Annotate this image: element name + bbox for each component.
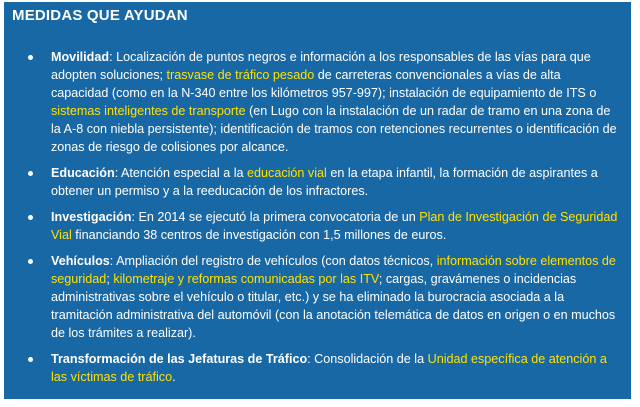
item-label: Transformación de las Jefaturas de Tráfico xyxy=(51,352,308,366)
measures-list xyxy=(28,48,618,394)
item-text: ; xyxy=(106,272,114,286)
item-text: ; cargas, gravámenes o incidencias administrativas sobre el vehículo o titular, etc.) y se ha eliminado la burocracia asociada a la tramitación administrativa del automóvil (con la anotación telemática de datos en origen o en muchos de los trámites a realizar). xyxy=(51,272,616,340)
item-text: : Consolidación de la xyxy=(307,352,428,366)
item-label: Investigación xyxy=(51,210,132,224)
highlight-link[interactable]: Unidad específica de atención a las víctimas de tráfico xyxy=(51,352,607,384)
bullet-icon xyxy=(28,215,33,220)
list-item-movilidad xyxy=(28,48,618,156)
item-text: : En 2014 se ejecutó la primera convocatoria de un xyxy=(131,210,420,224)
bullet-icon xyxy=(28,55,33,60)
list-item-vehiculos xyxy=(28,252,618,342)
panel-title: MEDIDAS QUE AYUDAN xyxy=(12,7,188,24)
highlight-link[interactable]: sistemas inteligentes de transporte xyxy=(51,104,246,118)
item-text: : Ampliación del registro de vehículos (con datos técnicos, xyxy=(109,254,437,268)
item-text: de carreteras convencionales a vías de alta capacidad (como en la N-340 entre los kilómetros 957-997); instalación de equipamiento de ITS o xyxy=(51,68,597,100)
bullet-icon xyxy=(28,357,33,362)
item-text: (en Lugo con la instalación de un radar de tramo en una zona de la A-8 con niebla persistente); identificación de tramos con retenciones recurrentes o identificación de zonas de riesgo de colisiones por alcance. xyxy=(51,104,617,154)
bullet-icon xyxy=(28,259,33,264)
bullet-icon xyxy=(28,171,33,176)
item-label: Educación xyxy=(51,166,115,180)
item-text: financiando 38 centros de investigación con 1,5 millones de euros. xyxy=(71,228,447,242)
list-item-jefaturas xyxy=(28,350,618,386)
highlight-link[interactable]: kilometraje y reformas comunicadas por las ITV xyxy=(113,272,379,286)
list-item-educacion xyxy=(28,164,618,200)
item-text: : Localización de puntos negros e información a los responsables de las vías para que adopten soluciones; xyxy=(51,50,591,82)
highlight-link[interactable]: trasvase de tráfico pesado xyxy=(166,68,315,82)
item-text: en la etapa infantil, la formación de aspirantes a obtener un permiso y a la reeducación de los infractores. xyxy=(51,166,598,198)
list-item-investigacion xyxy=(28,208,618,244)
highlight-link[interactable]: educación vial xyxy=(247,166,327,180)
highlight-link[interactable]: información sobre elementos de seguridad xyxy=(51,254,616,286)
highlight-link[interactable]: Plan de Investigación de Seguridad Vial xyxy=(51,210,618,242)
item-label: Movilidad xyxy=(51,50,110,64)
item-text: : Atención especial a la xyxy=(114,166,248,180)
item-text: . xyxy=(172,370,176,384)
item-label: Vehículos xyxy=(51,254,110,268)
info-panel xyxy=(4,2,631,399)
